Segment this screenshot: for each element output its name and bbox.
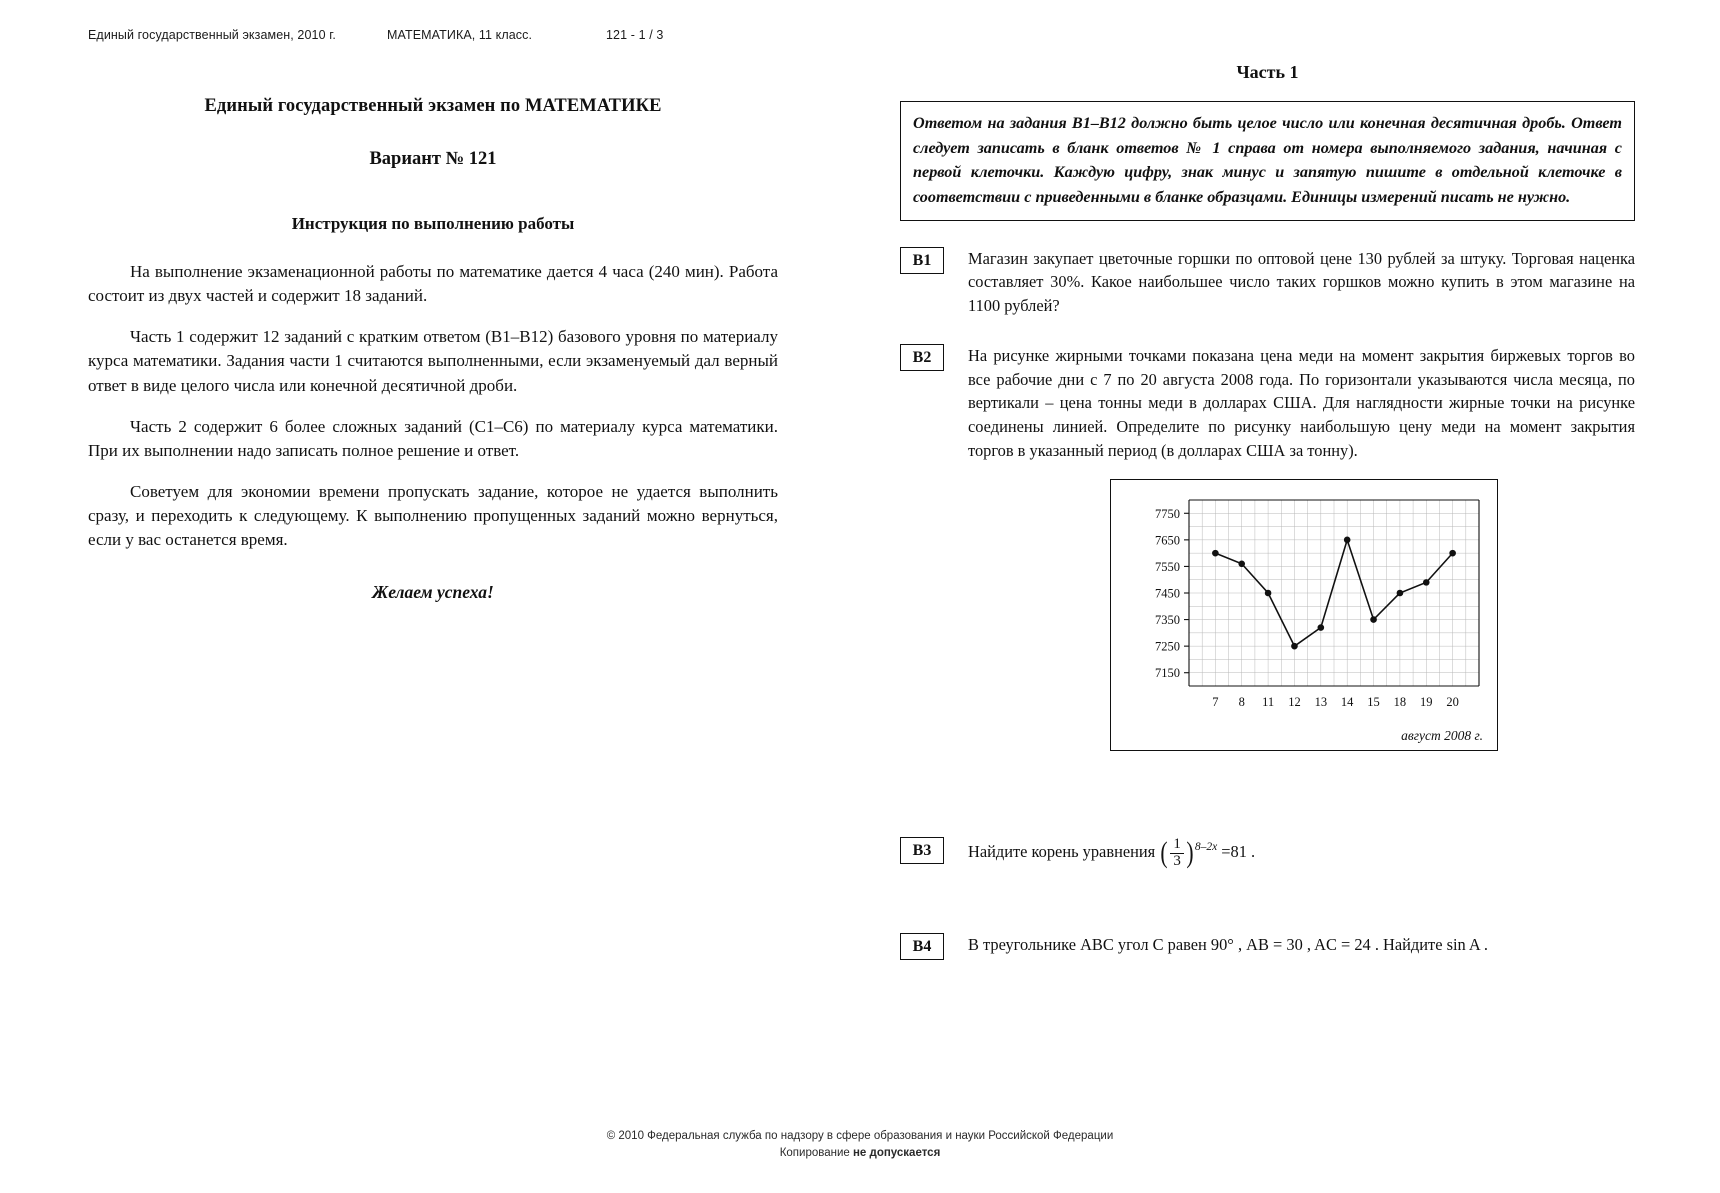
- instruction-paragraph: Часть 1 содержит 12 заданий с кратким ответом (В1–В12) базового уровня по материалу курса математики. Задания части 1 считаются выполненными, если экзаменуемый дал верный ответ в виде целого числа или конечной десятичной дроби.: [88, 327, 778, 395]
- chart-caption: август 2008 г.: [1401, 727, 1483, 743]
- copying-emphasis: не допускается: [852, 1146, 941, 1159]
- task-text: В треугольнике ABC угол C равен 90° , AB = 30 , AC = 24 . Найдите sin A .: [968, 934, 1489, 954]
- left-paren-glyph: (: [1160, 835, 1168, 869]
- variant-label: Вариант № 121: [369, 149, 497, 169]
- svg-text:20: 20: [1446, 694, 1459, 709]
- task-number-badge: B2: [900, 344, 944, 371]
- fraction-numerator: 1: [1173, 835, 1181, 852]
- fraction: [1170, 837, 1184, 870]
- svg-text:7250: 7250: [1155, 639, 1180, 654]
- svg-text:7: 7: [1212, 694, 1219, 709]
- svg-text:7550: 7550: [1155, 559, 1180, 574]
- svg-text:15: 15: [1367, 694, 1380, 709]
- task-number-badge: B3: [900, 837, 944, 864]
- page-title: Единый государственный экзамен по МАТЕМАТИКЕ: [204, 96, 662, 116]
- task-text: [968, 837, 1635, 870]
- document-footer: [0, 1128, 1720, 1161]
- good-luck-message: Желаем успеха!: [372, 582, 494, 603]
- task-number-badge: B4: [900, 933, 944, 960]
- copper-price-chart: [1110, 479, 1498, 751]
- task-b3-equals: =81 .: [1221, 841, 1256, 861]
- instruction-title: Инструкция по выполнению работы: [291, 214, 575, 233]
- header-page-number: 121 - 1 / 3: [606, 28, 664, 42]
- svg-text:12: 12: [1288, 694, 1301, 709]
- svg-text:18: 18: [1393, 694, 1407, 709]
- exponent: 8–2x: [1194, 841, 1218, 854]
- task-text: Магазин закупает цветочные горшки по оптовой цене 130 рублей за штуку. Торговая наценка составляет 30%. Какое наибольшее число таких горшков можно купить в этом магазине на 1100 рублей?: [968, 248, 1635, 316]
- instruction-paragraph: На выполнение экзаменационной работы по математике дается 4 часа (240 мин). Работа состоит из двух частей и содержит 18 заданий.: [88, 262, 778, 306]
- task-b3-prefix: Найдите корень уравнения: [968, 841, 1156, 861]
- svg-text:7150: 7150: [1155, 665, 1180, 680]
- task-text: На рисунке жирными точками показана цена меди на момент закрытия биржевых торгов во все рабочие дни с 7 по 20 августа 2008 года. По горизонтали указываются числа месяца, по вертикали – цена тонны меди в долларах США. Для наглядности жирные точки на рисунке соединены линией. Определите по рисунку наибольшую цену меди на момент закрытия торгов в указанный период (в долларах США за тонну).: [968, 345, 1635, 460]
- right-column: [900, 62, 1635, 967]
- copying-prefix: Копирование: [779, 1146, 853, 1159]
- task-b1: [900, 247, 1635, 318]
- svg-text:11: 11: [1262, 694, 1275, 709]
- svg-text:7650: 7650: [1155, 533, 1180, 548]
- svg-text:14: 14: [1340, 694, 1354, 709]
- right-paren-glyph: ): [1186, 835, 1194, 869]
- svg-text:8: 8: [1238, 694, 1245, 709]
- task-number-badge: B1: [900, 247, 944, 274]
- svg-text:19: 19: [1420, 694, 1433, 709]
- fraction-denominator: 3: [1170, 853, 1184, 870]
- copying-line: [0, 1145, 1720, 1162]
- chart-canvas: [1111, 480, 1497, 750]
- svg-text:7750: 7750: [1155, 506, 1180, 521]
- header-subject-label: МАТЕМАТИКА, 11 класс.: [387, 28, 533, 42]
- instruction-paragraph: Часть 2 содержит 6 более сложных заданий (С1–С6) по материалу курса математики. При их выполнении надо записать полное решение и ответ.: [88, 416, 778, 460]
- part-title: Часть 1: [1236, 62, 1299, 82]
- svg-text:7450: 7450: [1155, 586, 1180, 601]
- header-exam-label: Единый государственный экзамен, 2010 г.: [88, 28, 336, 42]
- task-b2: [900, 344, 1635, 751]
- copyright-line: © 2010 Федеральная служба по надзору в сфере образования и науки Российской Федерации: [606, 1130, 1114, 1142]
- task-b4: [900, 933, 1635, 967]
- task-b3: [900, 837, 1635, 871]
- instruction-paragraph: Советуем для экономии времени пропускать задание, которое не удается выполнить сразу, и переходить к следующему. К выполнению пропущенных заданий можно вернуться, если у вас останется время.: [88, 481, 778, 550]
- svg-text:13: 13: [1314, 694, 1328, 709]
- svg-text:7350: 7350: [1155, 612, 1180, 627]
- left-column: [88, 96, 778, 603]
- answer-format-notice: Ответом на задания В1–В12 должно быть целое число или конечная десятичная дробь. Ответ следует записать в бланк ответов № 1 справа от номера выполняемого задания, начиная с первой клеточки. Каждую цифру, знак минус и запятую пишите в отдельной клеточке в соответствии с приведенными в бланке образцами. Единицы измерений писать не нужно.: [900, 101, 1635, 221]
